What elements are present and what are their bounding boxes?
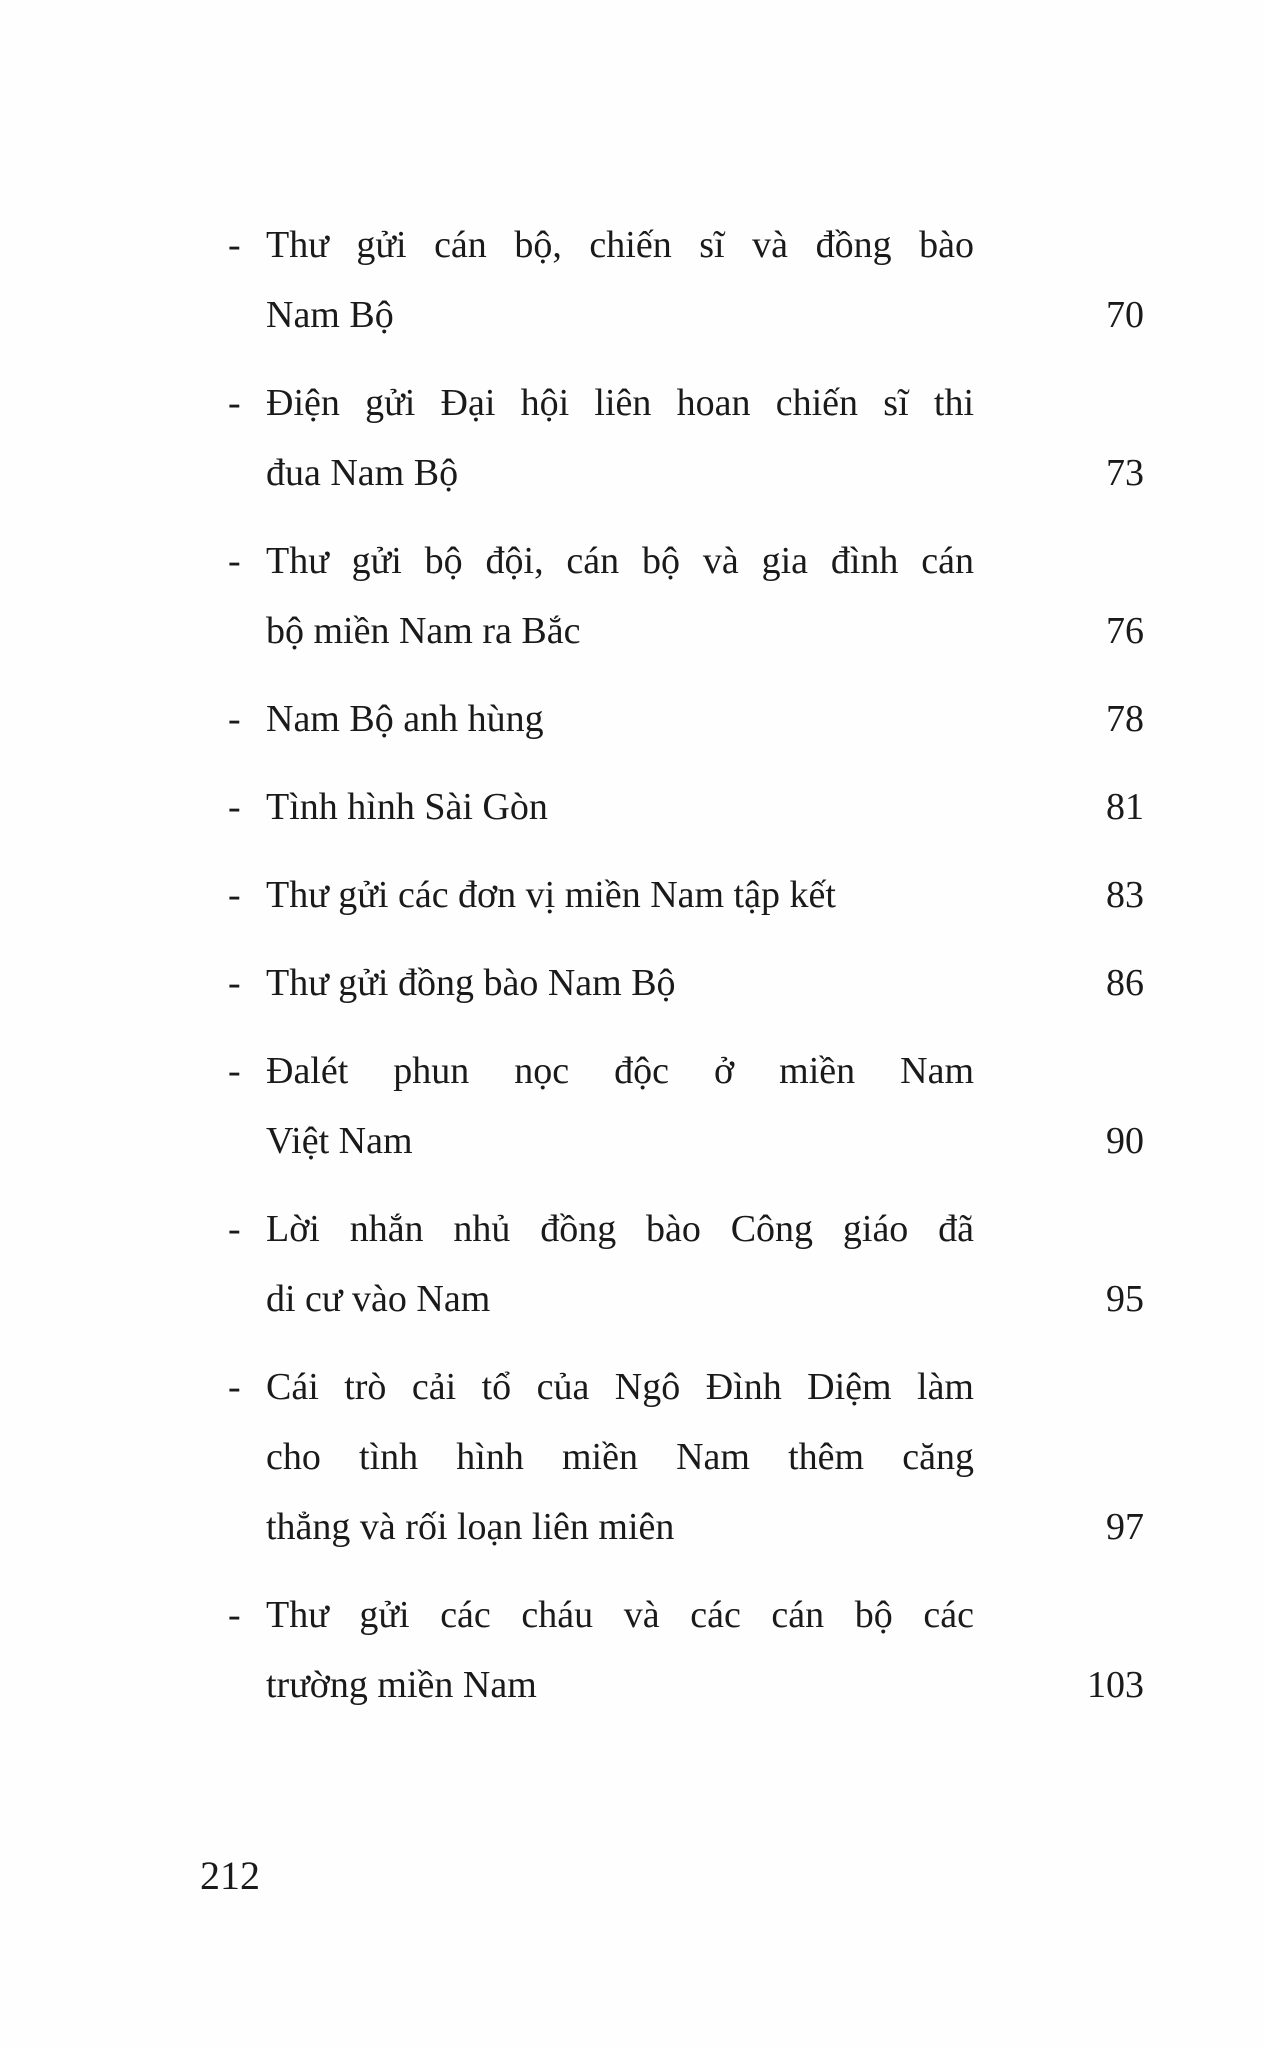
toc-entry [224, 1352, 1144, 1562]
entry-dash: - [228, 698, 241, 740]
entry-page-number: 97 [1106, 1506, 1144, 1548]
toc-entry [224, 684, 1144, 754]
entry-title-text: bộ miền Nam ra Bắc [266, 610, 581, 652]
entry-page-number: 95 [1106, 1278, 1144, 1320]
entry-title-text: Thư gửi các đơn vị miền Nam tập kết [266, 874, 836, 916]
entry-title-text: Thư gửi các cháu và các cán bộ các [266, 1594, 974, 1636]
toc-entry-line [224, 526, 974, 596]
entry-title-text: Thư gửi cán bộ, chiến sĩ và đồng bào [266, 224, 974, 266]
entry-dash: - [228, 1366, 241, 1408]
toc-entry-line [224, 1106, 1144, 1176]
toc-entry-line [224, 772, 1144, 842]
entry-page-number: 86 [1106, 962, 1144, 1004]
entry-title-text: trường miền Nam [266, 1664, 537, 1706]
toc-entry-line [224, 368, 974, 438]
entry-title-text: Thư gửi bộ đội, cán bộ và gia đình cán [266, 540, 974, 582]
entry-title-text: Điện gửi Đại hội liên hoan chiến sĩ thi [266, 382, 974, 424]
toc-entry [224, 772, 1144, 842]
entry-dash: - [228, 874, 241, 916]
entry-title-text: Nam Bộ [266, 294, 394, 336]
entry-page-number: 81 [1106, 786, 1144, 828]
table-of-contents [224, 210, 1144, 1738]
entry-dash: - [228, 786, 241, 828]
entry-page-number: 90 [1106, 1120, 1144, 1162]
toc-entry [224, 210, 1144, 350]
entry-page-number: 83 [1106, 874, 1144, 916]
toc-entry-line [224, 1492, 1144, 1562]
toc-entry-line [224, 1194, 974, 1264]
toc-entry-line [224, 596, 1144, 666]
entry-dash: - [228, 540, 241, 582]
entry-dash: - [228, 1208, 241, 1250]
entry-dash: - [228, 962, 241, 1004]
entry-page-number: 70 [1106, 294, 1144, 336]
entry-page-number: 73 [1106, 452, 1144, 494]
toc-entry-line [224, 1036, 974, 1106]
entry-title-text: cho tình hình miền Nam thêm căng [266, 1436, 974, 1478]
entry-title-text: Cái trò cải tổ của Ngô Đình Diệm làm [266, 1366, 974, 1408]
toc-entry [224, 368, 1144, 508]
entry-title-text: thẳng và rối loạn liên miên [266, 1506, 675, 1548]
entry-title-text: Tình hình Sài Gòn [266, 786, 548, 828]
toc-entry [224, 1580, 1144, 1720]
toc-entry-line [224, 948, 1144, 1018]
entry-page-number: 103 [1087, 1664, 1144, 1706]
entry-dash: - [228, 1050, 241, 1092]
entry-title-text: Việt Nam [266, 1120, 413, 1162]
toc-entry-line [224, 684, 1144, 754]
page-number: 212 [200, 1853, 260, 1898]
toc-entry-line [224, 210, 974, 280]
entry-title-text: Đalét phun nọc độc ở miền Nam [266, 1050, 974, 1092]
toc-entry-line [224, 438, 1144, 508]
toc-entry-line [224, 1352, 974, 1422]
entry-dash: - [228, 1594, 241, 1636]
entry-title-text: di cư vào Nam [266, 1278, 491, 1320]
toc-entry-line [224, 1650, 1144, 1720]
toc-entry [224, 860, 1144, 930]
toc-entry [224, 1036, 1144, 1176]
entry-page-number: 76 [1106, 610, 1144, 652]
entry-title-text: Lời nhắn nhủ đồng bào Công giáo đã [266, 1208, 974, 1250]
toc-entry-line [224, 1264, 1144, 1334]
entry-title-text: Nam Bộ anh hùng [266, 698, 544, 740]
toc-entry [224, 1194, 1144, 1334]
toc-entry-line [224, 860, 1144, 930]
entry-dash: - [228, 224, 241, 266]
toc-entry-line [224, 280, 1144, 350]
entry-page-number: 78 [1106, 698, 1144, 740]
toc-entry [224, 948, 1144, 1018]
toc-entry [224, 526, 1144, 666]
toc-entry-line [224, 1422, 974, 1492]
toc-entry-line [224, 1580, 974, 1650]
entry-title-text: Thư gửi đồng bào Nam Bộ [266, 962, 676, 1004]
entry-title-text: đua Nam Bộ [266, 452, 459, 494]
entry-dash: - [228, 382, 241, 424]
